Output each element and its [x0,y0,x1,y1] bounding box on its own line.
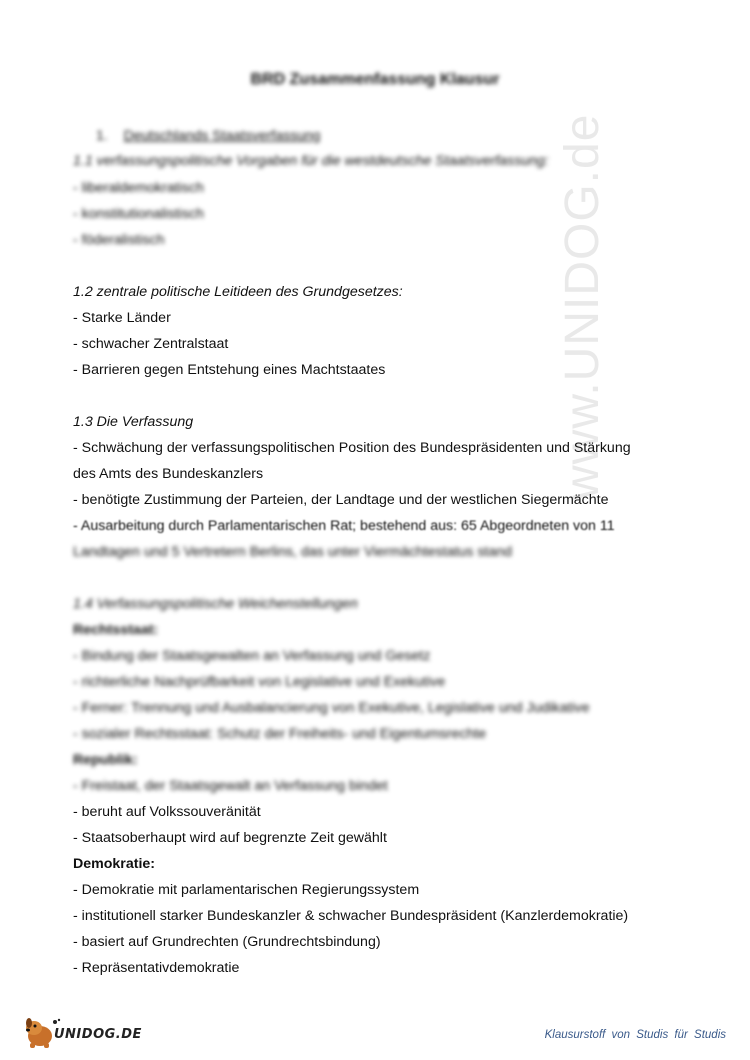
logo-text: UNIDOG.DE [54,1027,142,1042]
page-title: BRD Zusammenfassung Klausur [250,71,500,88]
list-item: - richterliche Nachprüfbarkeit von Legislative und Exekutive [73,674,446,690]
list-item: - Staatsoberhaupt wird auf begrenzte Zeit gewählt [73,830,387,846]
list-item: - institutionell starker Bundeskanzler & schwacher Bundespräsident (Kanzlerdemokratie) [73,908,629,924]
demokratie-label: Demokratie: [73,856,156,872]
subsection-heading-1-1: 1.1 verfassungspolitische Vorgaben für die westdeutsche Staatsverfassung: [73,153,549,169]
list-item: - basiert auf Grundrechten (Grundrechtsbindung) [73,934,381,950]
list-item: - Demokratie mit parlamentarischen Regierungssystem [73,882,420,898]
footer-tagline: Klausurstoff von Studis für Studis [544,1029,726,1041]
list-item: - föderalistisch [73,232,165,248]
paragraph-line: - Ausarbeitung durch Parlamentarischen Rat; bestehend aus: 65 Abgeordneten von 11 [73,518,615,534]
list-item: - Starke Länder [73,310,171,326]
list-item: - beruht auf Volkssouveränität [73,804,261,820]
list-item: - Freistaat, der Staatsgewalt an Verfassung bindet [73,778,388,794]
paragraph-line: Landtagen und 5 Vertretern Berlins, das unter Viermächtestatus stand [73,544,513,560]
paragraph-line: des Amts des Bundeskanzlers [73,466,264,482]
rechtsstaat-label: Rechtsstaat: [73,622,159,638]
list-item: - Ferner: Trennung und Ausbalancierung von Exekutive, Legislative und Judikative [73,700,590,716]
list-item: - schwacher Zentralstaat [73,336,229,352]
section-heading-1 [96,127,320,143]
paragraph-line: - benötigte Zustimmung der Parteien, der Landtage und der westlichen Siegermächte [73,492,609,508]
list-item: - Bindung der Staatsgewalten an Verfassung und Gesetz [73,648,431,664]
section-number: 1. [96,127,108,143]
list-item: - sozialer Rechtsstaat: Schutz der Freiheits- und Eigentumsrechte [73,726,487,742]
list-item: - Barrieren gegen Entstehung eines Machtstaates [73,362,386,378]
subsection-heading-1-2: 1.2 zentrale politische Leitideen des Grundgesetzes: [73,284,403,300]
list-item: - liberaldemokratisch [73,180,204,196]
list-item: - Repräsentativdemokratie [73,960,240,976]
republik-label: Republik: [73,752,138,768]
watermark: www.UNIDOG.de [556,113,609,500]
section-label: Deutschlands Staatsverfassung [123,127,321,143]
subsection-heading-1-3: 1.3 Die Verfassung [73,414,194,430]
list-item: - konstitutionalistisch [73,206,204,222]
subsection-heading-1-4: 1.4 Verfassungspolitische Weichenstellungen [73,596,358,612]
paragraph-line: - Schwächung der verfassungspolitischen Position des Bundespräsidenten und Stärkung [73,440,631,456]
